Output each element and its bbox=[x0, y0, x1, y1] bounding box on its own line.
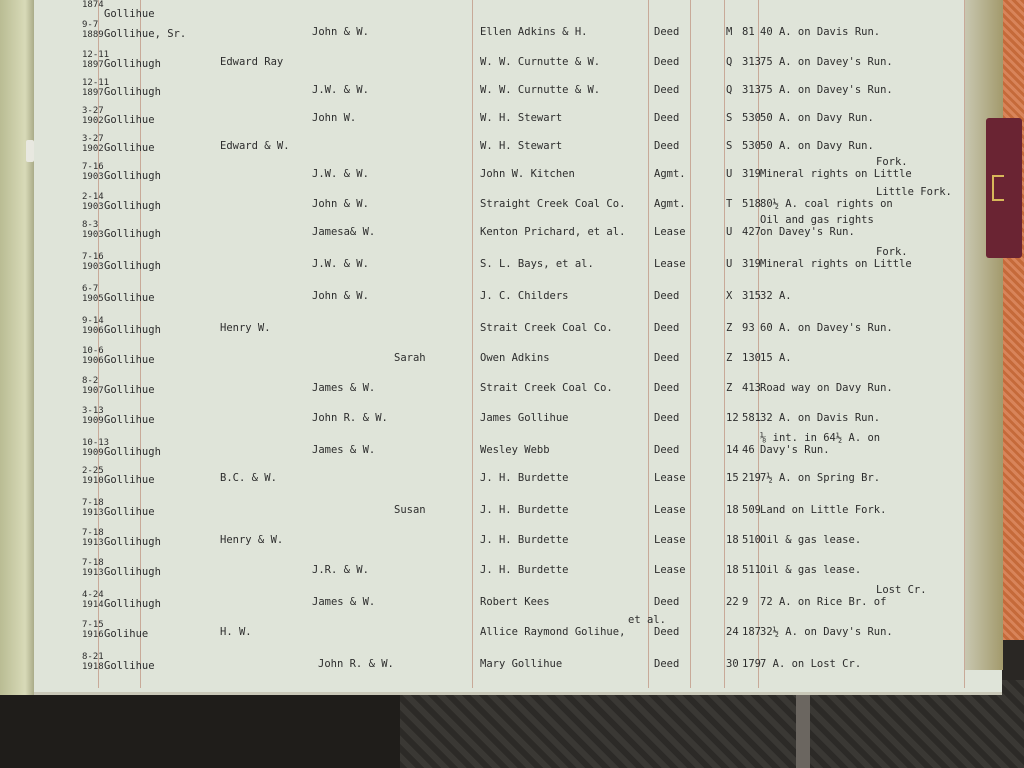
cell-surname: Gollihue bbox=[104, 292, 155, 304]
cell-book: M bbox=[726, 26, 733, 38]
cell-instrument: Deed bbox=[654, 658, 680, 670]
right-page-edge bbox=[965, 0, 1003, 670]
cell-page: 511 bbox=[742, 564, 761, 576]
cell-spouse: John R. & W. bbox=[318, 658, 394, 670]
cell-date: 9-7 1889 bbox=[82, 20, 104, 40]
cell-description: 60 A. on Davey's Run. bbox=[760, 322, 893, 334]
cell-page: 581 bbox=[742, 412, 761, 424]
cell-description: Mineral rights on Little bbox=[760, 258, 912, 270]
cell-surname: Gollihue bbox=[104, 660, 155, 672]
cell-date: 7-16 1903 bbox=[82, 162, 104, 182]
cell-surname: Gollihue bbox=[104, 474, 155, 486]
cell-date: 1874 bbox=[82, 0, 104, 10]
cell-instrument: Deed bbox=[654, 290, 680, 302]
ledger-row bbox=[34, 100, 1002, 130]
cell-spouse: John & W. bbox=[312, 198, 369, 210]
cell-date: 7-16 1903 bbox=[82, 252, 104, 272]
page-clip bbox=[26, 140, 34, 162]
cell-grantee: Allice Raymond Golihue, bbox=[480, 626, 626, 638]
cell-description: Land on Little Fork. bbox=[760, 504, 887, 516]
cell-page: 427 bbox=[742, 226, 761, 238]
ledger-row bbox=[34, 278, 1002, 308]
cell-description: 7 A. on Lost Cr. bbox=[760, 658, 862, 670]
ledger-row bbox=[34, 522, 1002, 552]
cell-date: 7-18 1913 bbox=[82, 498, 104, 518]
cell-description: Oil & gas lease. bbox=[760, 534, 862, 546]
cell-book: T bbox=[726, 198, 733, 210]
cell-book: 18 bbox=[726, 564, 739, 576]
cell-description: Road way on Davy Run. bbox=[760, 382, 893, 394]
cell-description: on Davey's Run. bbox=[760, 226, 855, 238]
ledger-row bbox=[34, 72, 1002, 102]
cell-grantee: John W. Kitchen bbox=[480, 168, 575, 180]
ledger-row bbox=[34, 186, 1002, 216]
cell-surname: Gollihugh bbox=[104, 598, 161, 610]
ledger-row bbox=[34, 432, 1002, 462]
cell-spouse: J.R. & W. bbox=[312, 564, 369, 576]
cell-date: 3-27 1902 bbox=[82, 134, 104, 154]
cell-grantee: Robert Kees bbox=[480, 596, 550, 608]
cell-date: 8-3 1903 bbox=[82, 220, 104, 240]
cell-page: 319 bbox=[742, 258, 761, 270]
cell-description: 15 A. bbox=[760, 352, 792, 364]
cell-note: Fork. bbox=[876, 156, 908, 168]
cell-instrument: Lease bbox=[654, 534, 686, 546]
cell-grantee: Strait Creek Coal Co. bbox=[480, 322, 613, 334]
cell-grantee: James Gollihue bbox=[480, 412, 569, 424]
cell-forename: B.C. & W. bbox=[220, 472, 277, 484]
cell-instrument: Deed bbox=[654, 596, 680, 608]
cell-forename: Edward & W. bbox=[220, 140, 290, 152]
ledger-row bbox=[34, 44, 1002, 74]
cell-book: Q bbox=[726, 84, 733, 96]
cell-date: 8-2 1907 bbox=[82, 376, 104, 396]
cell-book: 30 bbox=[726, 658, 739, 670]
cell-grantee: S. L. Bays, et al. bbox=[480, 258, 594, 270]
cell-page: 530 bbox=[742, 112, 761, 124]
cell-book: Z bbox=[726, 322, 733, 334]
cell-instrument: Lease bbox=[654, 226, 686, 238]
cell-instrument: Lease bbox=[654, 258, 686, 270]
cell-instrument: Deed bbox=[654, 322, 680, 334]
cell-date: 10-6 1906 bbox=[82, 346, 104, 366]
cell-page: 319 bbox=[742, 168, 761, 180]
bookmark-clip bbox=[992, 175, 1004, 201]
cell-description: 75 A. on Davey's Run. bbox=[760, 56, 893, 68]
cell-page: 518 bbox=[742, 198, 761, 210]
cell-surname: Gollihugh bbox=[104, 228, 161, 240]
ledger-row bbox=[34, 646, 1002, 676]
cell-grantee: Ellen Adkins & H. bbox=[480, 26, 588, 38]
cell-grantee: Owen Adkins bbox=[480, 352, 550, 364]
ledger-row bbox=[34, 14, 1002, 44]
cell-note: Fork. bbox=[876, 246, 908, 258]
cell-description: 50 A. on Davy Run. bbox=[760, 112, 874, 124]
cell-date: 7-18 1913 bbox=[82, 528, 104, 548]
cell-instrument: Lease bbox=[654, 504, 686, 516]
cell-page: 130 bbox=[742, 352, 761, 364]
cell-book: U bbox=[726, 258, 733, 270]
ledger-row bbox=[34, 400, 1002, 430]
cell-instrument: Agmt. bbox=[654, 168, 686, 180]
ledger-row bbox=[34, 370, 1002, 400]
ledger-row bbox=[34, 340, 1002, 370]
cell-book: 22 bbox=[726, 596, 739, 608]
cell-note: Oil and gas rights bbox=[760, 214, 874, 226]
cell-description: 7½ A. on Spring Br. bbox=[760, 472, 881, 484]
cell-book: U bbox=[726, 226, 733, 238]
cell-grantee: Mary Gollihue bbox=[480, 658, 563, 670]
ledger-row bbox=[34, 614, 1002, 644]
cell-forename: H. W. bbox=[220, 626, 252, 638]
cell-grantee: Straight Creek Coal Co. bbox=[480, 198, 626, 210]
cell-page: 530 bbox=[742, 140, 761, 152]
cell-date: 4-24 1914 bbox=[82, 590, 104, 610]
cell-page: 313 bbox=[742, 84, 761, 96]
ledger-row bbox=[34, 460, 1002, 490]
cell-date: 12-11 1897 bbox=[82, 78, 110, 98]
cell-book: 18 bbox=[726, 504, 739, 516]
cell-instrument: Deed bbox=[654, 112, 680, 124]
cell-book: S bbox=[726, 112, 733, 124]
cell-surname: Gollihue bbox=[104, 384, 155, 396]
cell-page: 81 bbox=[742, 26, 755, 38]
cell-page: 187 bbox=[742, 626, 761, 638]
cell-instrument: Lease bbox=[654, 564, 686, 576]
cell-note: et al. bbox=[628, 614, 666, 626]
cell-surname: Golihue bbox=[104, 628, 149, 640]
cell-spouse: J.W. & W. bbox=[312, 258, 369, 270]
cell-surname: Gollihue, Sr. bbox=[104, 28, 187, 40]
cell-date: 7-18 1913 bbox=[82, 558, 104, 578]
cell-description: 32 A. bbox=[760, 290, 792, 302]
cell-book: Z bbox=[726, 382, 733, 394]
cell-description: 50 A. on Davy Run. bbox=[760, 140, 874, 152]
cell-date: 2-25 1910 bbox=[82, 466, 104, 486]
cell-book: U bbox=[726, 168, 733, 180]
cell-date: 8-21 1918 bbox=[82, 652, 104, 672]
cell-instrument: Deed bbox=[654, 84, 680, 96]
ledger-row bbox=[34, 246, 1002, 276]
cell-spouse: James & W. bbox=[312, 444, 376, 456]
cell-description: 80½ A. coal rights on bbox=[760, 198, 893, 210]
cell-book: 14 bbox=[726, 444, 739, 456]
cell-surname: Gollihugh bbox=[104, 86, 161, 98]
cell-description: Davy's Run. bbox=[760, 444, 830, 456]
cell-page: 46 bbox=[742, 444, 755, 456]
cell-surname: Gollihugh bbox=[104, 446, 161, 458]
cell-book: 24 bbox=[726, 626, 739, 638]
cell-surname: Gollihue bbox=[104, 506, 155, 518]
cell-date: 7-15 1916 bbox=[82, 620, 104, 640]
cell-note: Little Fork. bbox=[876, 186, 952, 198]
cell-surname: Gollihugh bbox=[104, 58, 161, 70]
cell-page: 9 bbox=[742, 596, 749, 608]
cell-spouse: John & W. bbox=[312, 290, 369, 302]
cell-surname: Gollihugh bbox=[104, 260, 161, 272]
cell-date: 9-14 1906 bbox=[82, 316, 104, 336]
cell-surname: Gollihue bbox=[104, 142, 155, 154]
cell-page: 315 bbox=[742, 290, 761, 302]
ledger-row bbox=[34, 584, 1002, 614]
cell-instrument: Deed bbox=[654, 26, 680, 38]
cell-description: Oil & gas lease. bbox=[760, 564, 862, 576]
cell-page: 313 bbox=[742, 56, 761, 68]
cell-date: 3-27 1902 bbox=[82, 106, 104, 126]
cell-instrument: Agmt. bbox=[654, 198, 686, 210]
cell-instrument: Deed bbox=[654, 56, 680, 68]
cell-surname: Gollihugh bbox=[104, 536, 161, 548]
cell-spouse: Susan bbox=[394, 504, 426, 516]
cell-note: Lost Cr. bbox=[876, 584, 927, 596]
cell-book: X bbox=[726, 290, 733, 302]
floor-shadow bbox=[0, 690, 400, 768]
ledger-row bbox=[34, 156, 1002, 186]
cell-page: 509 bbox=[742, 504, 761, 516]
cell-forename: Henry W. bbox=[220, 322, 271, 334]
cell-forename: Henry & W. bbox=[220, 534, 284, 546]
cell-spouse: John R. & W. bbox=[312, 412, 388, 424]
cell-grantee: W. H. Stewart bbox=[480, 112, 563, 124]
cell-description: 40 A. on Davis Run. bbox=[760, 26, 881, 38]
cell-grantee: W. W. Curnutte & W. bbox=[480, 56, 601, 68]
cell-grantee: J. H. Burdette bbox=[480, 472, 569, 484]
cell-grantee: W. W. Curnutte & W. bbox=[480, 84, 601, 96]
cell-spouse: James & W. bbox=[312, 596, 376, 608]
cell-instrument: Deed bbox=[654, 140, 680, 152]
cell-grantee: J. H. Burdette bbox=[480, 534, 569, 546]
cell-grantee: Wesley Webb bbox=[480, 444, 550, 456]
cell-surname: Gollihugh bbox=[104, 200, 161, 212]
cell-page: 413 bbox=[742, 382, 761, 394]
cell-grantee: W. H. Stewart bbox=[480, 140, 563, 152]
cell-page: 179 bbox=[742, 658, 761, 670]
cell-book: Q bbox=[726, 56, 733, 68]
cell-grantee: Strait Creek Coal Co. bbox=[480, 382, 613, 394]
cell-surname: Gollihue bbox=[104, 354, 155, 366]
cell-surname: Gollihue bbox=[104, 114, 155, 126]
cell-description: Mineral rights on Little bbox=[760, 168, 912, 180]
ledger-row bbox=[34, 310, 1002, 340]
cell-description: 75 A. on Davey's Run. bbox=[760, 84, 893, 96]
cell-grantee: J. H. Burdette bbox=[480, 504, 569, 516]
cell-page: 219 bbox=[742, 472, 761, 484]
cell-grantee: Kenton Prichard, et al. bbox=[480, 226, 626, 238]
cell-date: 12-11 1897 bbox=[82, 50, 110, 70]
cell-book: 12 bbox=[726, 412, 739, 424]
cell-page: 510 bbox=[742, 534, 761, 546]
cell-book: Z bbox=[726, 352, 733, 364]
ledger-row bbox=[34, 214, 1002, 244]
cell-book: 15 bbox=[726, 472, 739, 484]
cell-description: 32 A. on Davis Run. bbox=[760, 412, 881, 424]
cell-description: 32½ A. on Davy's Run. bbox=[760, 626, 893, 638]
cell-surname: Gollihugh bbox=[104, 566, 161, 578]
cell-spouse: John & W. bbox=[312, 26, 369, 38]
cell-instrument: Lease bbox=[654, 472, 686, 484]
ledger-row bbox=[34, 492, 1002, 522]
ledger-row bbox=[34, 552, 1002, 582]
cell-surname: Gollihugh bbox=[104, 324, 161, 336]
cell-date: 3-13 1909 bbox=[82, 406, 104, 426]
cell-book: 18 bbox=[726, 534, 739, 546]
cell-spouse: J.W. & W. bbox=[312, 84, 369, 96]
cell-spouse: John W. bbox=[312, 112, 357, 124]
cell-instrument: Deed bbox=[654, 626, 680, 638]
cell-date: 6-7 1905 bbox=[82, 284, 104, 304]
cell-description: 72 A. on Rice Br. of bbox=[760, 596, 887, 608]
cell-instrument: Deed bbox=[654, 352, 680, 364]
left-page-edge bbox=[0, 0, 36, 695]
cell-instrument: Deed bbox=[654, 444, 680, 456]
cell-page: 93 bbox=[742, 322, 755, 334]
cell-instrument: Deed bbox=[654, 412, 680, 424]
cell-spouse: J.W. & W. bbox=[312, 168, 369, 180]
cell-instrument: Deed bbox=[654, 382, 680, 394]
cell-spouse: Sarah bbox=[394, 352, 426, 364]
cell-spouse: Jamesa& W. bbox=[312, 226, 376, 238]
ledger-row bbox=[34, 128, 1002, 158]
cell-surname: Gollihue bbox=[104, 8, 155, 20]
cell-grantee: J. H. Burdette bbox=[480, 564, 569, 576]
cell-date: 2-14 1903 bbox=[82, 192, 104, 212]
cell-grantee: J. C. Childers bbox=[480, 290, 569, 302]
cell-date: 10-13 1909 bbox=[82, 438, 110, 458]
cell-forename: Edward Ray bbox=[220, 56, 284, 68]
cell-note: ⅛ int. in 64½ A. on bbox=[760, 432, 881, 444]
ledger-page bbox=[34, 0, 1002, 695]
cell-book: S bbox=[726, 140, 733, 152]
cell-surname: Gollihue bbox=[104, 414, 155, 426]
cell-surname: Gollihugh bbox=[104, 170, 161, 182]
cell-spouse: James & W. bbox=[312, 382, 376, 394]
